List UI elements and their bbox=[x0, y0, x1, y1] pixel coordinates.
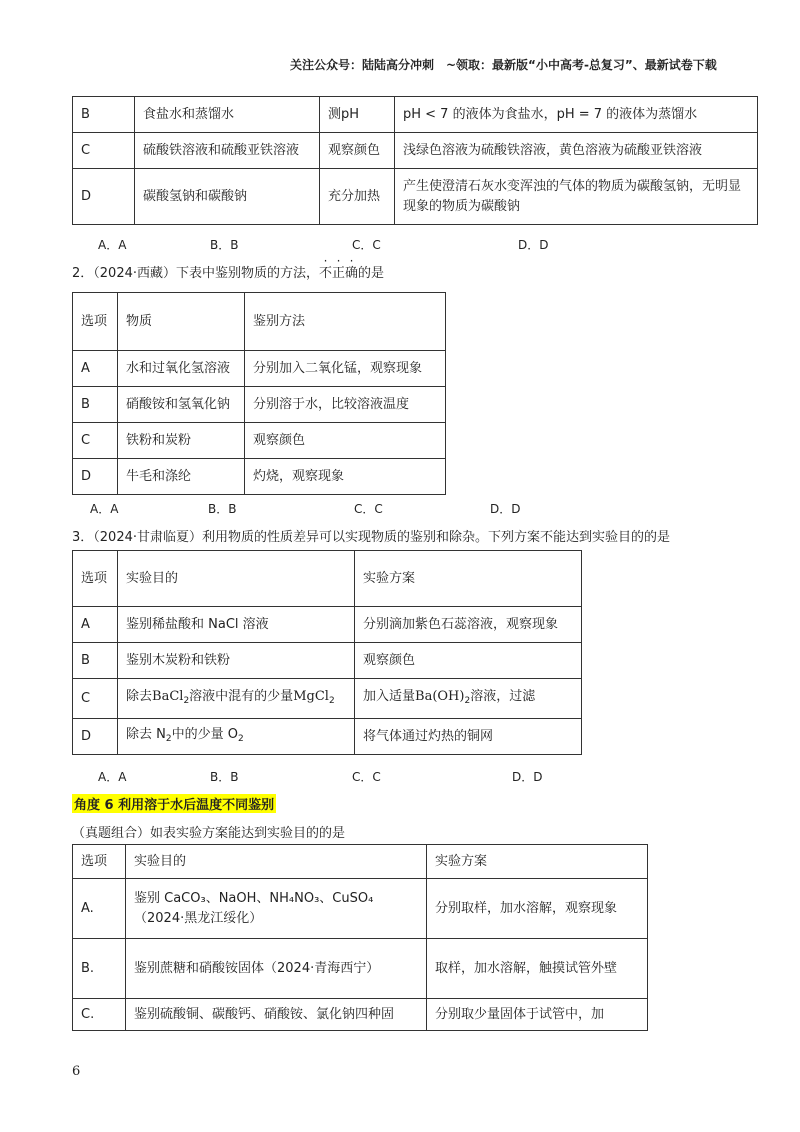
table-row: C 硫酸铁溶液和硫酸亚铁溶液 观察颜色 浅绿色溶液为硫酸铁溶液，黄色溶液为硫酸亚铁溶液 bbox=[73, 133, 758, 169]
table-row: B 硝酸铵和氢氧化钠 分别溶于水，比较溶液温度 bbox=[73, 387, 446, 423]
table-row: B 鉴别木炭粉和铁粉 观察颜色 bbox=[73, 643, 582, 679]
table-header-row: 选项 实验目的 实验方案 bbox=[73, 551, 582, 607]
table-header-row: 选项 实验目的 实验方案 bbox=[73, 845, 648, 879]
page-number: 6 bbox=[72, 1064, 81, 1079]
question-4: （真题组合）如表实验方案能达到实验目的的是 bbox=[72, 826, 346, 841]
question-3: 3．（2024·甘肃临夏）利用物质的性质差异可以实现物质的鉴别和除杂。下列方案不能达到实验目的的是 bbox=[72, 530, 670, 545]
table-row: C 除去BaCl$_2$溶液中混有的少量MgCl$_2$ 加入适量$Ba(OH)_2$溶液，过滤 bbox=[73, 679, 582, 719]
page-header: 关注公众号：陆陆高分冲刺 ~领取：最新版“小中高考-总复习”、最新试卷下载 bbox=[290, 58, 717, 72]
question-2: 2．（2024·西藏）下表中鉴别物质的方法，不正确的是 bbox=[72, 266, 385, 281]
table-row: B 食盐水和蒸馏水 测pH pH < 7 的液体为食盐水，pH = 7 的液体为蒸馏水 bbox=[73, 97, 758, 133]
table-row: C. 鉴别硫酸铜、碳酸钙、硝酸铵、氯化钠四种固 分别取少量固体于试管中，加 bbox=[73, 999, 648, 1031]
table-row: C 铁粉和炭粉 观察颜色 bbox=[73, 423, 446, 459]
table-q3 bbox=[72, 550, 582, 755]
table-row: B. 鉴别蔗糖和硝酸铵固体（2024·青海西宁） 取样，加水溶解，触摸试管外壁 bbox=[73, 939, 648, 999]
table-row: D 碳酸氢钠和碳酸钠 充分加热 产生使澄清石灰水变浑浊的气体的物质为碳酸氢钠，无明显现象的物质为碳酸钠 bbox=[73, 169, 758, 225]
table-row: A. 鉴别 CaCO₃、NaOH、NH₄NO₃、CuSO₄（2024·黑龙江绥化） 分别取样，加水溶解，观察现象 bbox=[73, 879, 648, 939]
table-row: A 鉴别稀盐酸和 NaCl 溶液 分别滴加紫色石蕊溶液，观察现象 bbox=[73, 607, 582, 643]
table-row: A 水和过氧化氢溶液 分别加入二氧化锰，观察现象 bbox=[73, 351, 446, 387]
table-row: D 牛毛和涤纶 灼烧，观察现象 bbox=[73, 459, 446, 495]
table-q4 bbox=[72, 844, 648, 1031]
table-continued bbox=[72, 96, 758, 225]
section-heading: 角度 6 利用溶于水后温度不同鉴别 bbox=[72, 794, 276, 813]
table-header-row: 选项 物质 鉴别方法 bbox=[73, 293, 446, 351]
table-row: D 除去 $N_2$中的少量 $O_2$ 将气体通过灼热的铜网 bbox=[73, 719, 582, 755]
table-q2 bbox=[72, 292, 446, 495]
